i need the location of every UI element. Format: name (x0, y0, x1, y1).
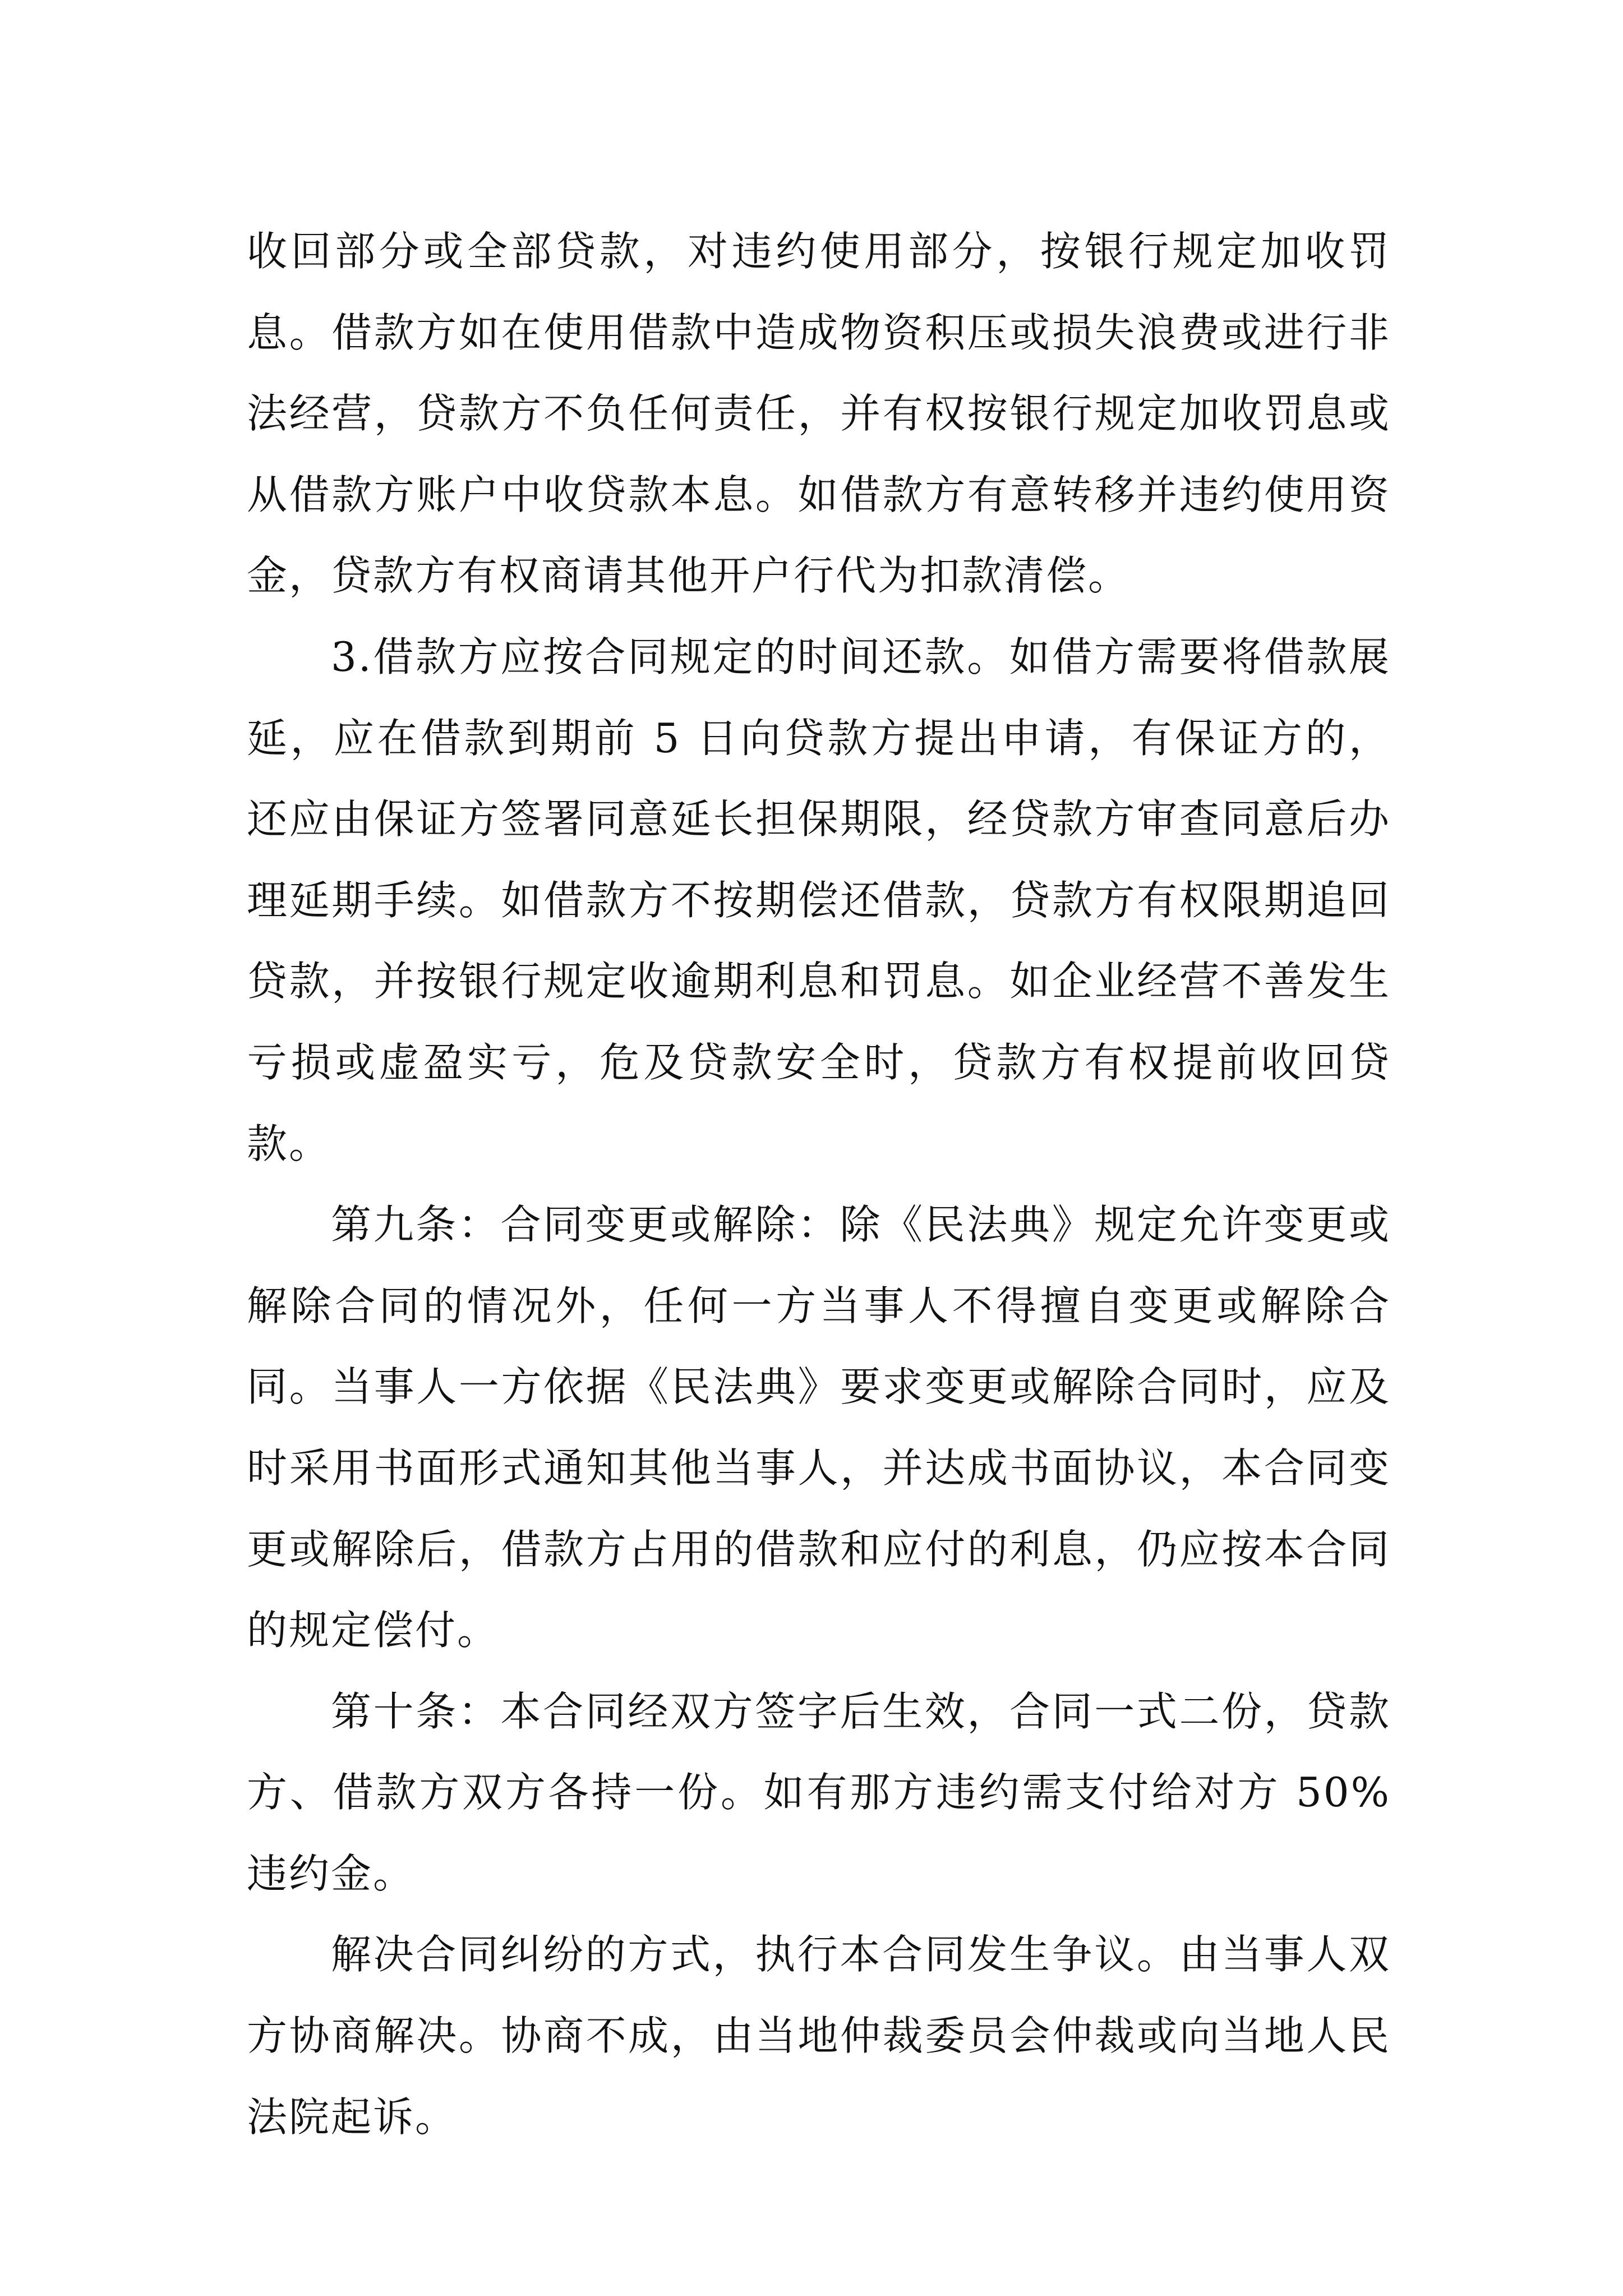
paragraph-continuation: 收回部分或全部贷款，对违约使用部分，按银行规定加收罚息。借款方如在使用借款中造成物资积压或损失浪费或进行非法经营，贷款方不负任何责任，并有权按银行规定加收罚息或从借款方账户中收贷款本息。如借款方有意转移并违约使用资金，贷款方有权商请其他开户行代为扣款清偿。 (247, 228, 1391, 600)
paragraph-clause-3: 3.借款方应按合同规定的时间还款。如借方需要将借款展延，应在借款到期前 5 日向贷款方提出申请，有保证方的，还应由保证方签署同意延长担保期限，经贷款方审查同意后办理延期手续。如借款方不按期偿还借款，贷款方有权限期追回贷款，并按银行规定收逾期利息和罚息。如企业经营不善发生亏损或虚盈实亏，危及贷款安全时，贷款方有权提前收回贷款。 (247, 633, 1391, 1167)
document-body (247, 211, 1391, 2157)
paragraph-dispute-resolution: 解决合同纠纷的方式，执行本合同发生争议。由当事人双方协商解决。协商不成，由当地仲裁委员会仲裁或向当地人民法院起诉。 (247, 1931, 1391, 2141)
paragraph-article-10: 第十条：本合同经双方签字后生效，合同一式二份，贷款方、借款方双方各持一份。如有那方违约需支付给对方 50%违约金。 (247, 1687, 1391, 1897)
paragraph-article-9: 第九条：合同变更或解除：除《民法典》规定允许变更或解除合同的情况外，任何一方当事人不得擅自变更或解除合同。当事人一方依据《民法典》要求变更或解除合同时，应及时采用书面形式通知其他当事人，并达成书面协议，本合同变更或解除后，借款方占用的借款和应付的利息，仍应按本合同的规定偿付。 (247, 1201, 1391, 1654)
